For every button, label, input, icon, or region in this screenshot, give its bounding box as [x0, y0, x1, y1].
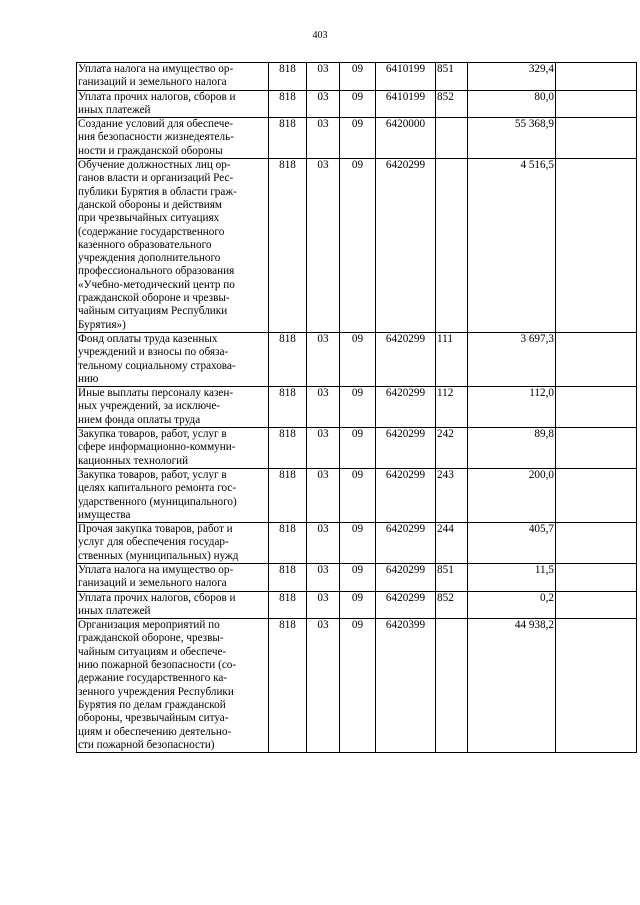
expense-type-code-cell: 852	[436, 591, 468, 619]
row-name-cell: Обучение должностных лиц ор- ганов власти и организаций Рес- публики Бурятия в области граж- данской обороны и действиям при чрезвычайных ситуациях (содержание государственного казенного образовательного учреждения дополнительного профессионального образования «Учебно-методический центр по гражданской обороне и чрезвы- чайным ситуациям Республики Бурятия»)	[77, 159, 269, 333]
budget-table	[76, 62, 637, 753]
expense-type-code-cell: 851	[436, 563, 468, 591]
empty-cell	[556, 90, 637, 118]
amount-cell: 3 697,3	[468, 332, 556, 386]
expense-type-code-cell: 243	[436, 468, 468, 522]
empty-cell	[556, 428, 637, 469]
table-row	[77, 563, 637, 591]
row-name-cell: Закупка товаров, работ, услуг в сфере информационно-коммуни- кационных технологий	[77, 428, 269, 469]
expense-type-code-cell: 112	[436, 387, 468, 428]
amount-cell: 329,4	[468, 63, 556, 91]
subsection-code-cell: 09	[340, 523, 376, 564]
expense-type-code-cell	[436, 159, 468, 333]
target-item-code-cell: 6420299	[376, 591, 436, 619]
target-item-code-cell: 6420399	[376, 619, 436, 753]
empty-cell	[556, 468, 637, 522]
empty-cell	[556, 563, 637, 591]
subsection-code-cell: 09	[340, 387, 376, 428]
table-row	[77, 63, 637, 91]
empty-cell	[556, 387, 637, 428]
expense-type-code-cell: 111	[436, 332, 468, 386]
section-code-cell: 03	[307, 63, 340, 91]
budget-table-body	[77, 63, 637, 753]
page-number: 403	[312, 30, 328, 41]
ministry-code-cell: 818	[269, 619, 307, 753]
row-name-cell: Уплата прочих налогов, сборов и иных платежей	[77, 90, 269, 118]
empty-cell	[556, 118, 637, 159]
amount-cell: 4 516,5	[468, 159, 556, 333]
expense-type-code-cell: 242	[436, 428, 468, 469]
subsection-code-cell: 09	[340, 332, 376, 386]
expense-type-code-cell: 851	[436, 63, 468, 91]
section-code-cell: 03	[307, 90, 340, 118]
row-name-cell: Иные выплаты персоналу казен- ных учреждений, за исключе- нием фонда оплаты труда	[77, 387, 269, 428]
amount-cell: 112,0	[468, 387, 556, 428]
amount-cell: 200,0	[468, 468, 556, 522]
subsection-code-cell: 09	[340, 90, 376, 118]
subsection-code-cell: 09	[340, 428, 376, 469]
target-item-code-cell: 6420299	[376, 387, 436, 428]
ministry-code-cell: 818	[269, 118, 307, 159]
expense-type-code-cell: 244	[436, 523, 468, 564]
table-row	[77, 118, 637, 159]
expense-type-code-cell	[436, 118, 468, 159]
subsection-code-cell: 09	[340, 468, 376, 522]
amount-cell: 89,8	[468, 428, 556, 469]
target-item-code-cell: 6410199	[376, 63, 436, 91]
empty-cell	[556, 159, 637, 333]
expense-type-code-cell	[436, 619, 468, 753]
target-item-code-cell: 6410199	[376, 90, 436, 118]
table-row	[77, 159, 637, 333]
table-row	[77, 90, 637, 118]
section-code-cell: 03	[307, 619, 340, 753]
amount-cell: 44 938,2	[468, 619, 556, 753]
table-row	[77, 591, 637, 619]
ministry-code-cell: 818	[269, 332, 307, 386]
expense-type-code-cell: 852	[436, 90, 468, 118]
target-item-code-cell: 6420299	[376, 159, 436, 333]
amount-cell: 80,0	[468, 90, 556, 118]
ministry-code-cell: 818	[269, 468, 307, 522]
row-name-cell: Закупка товаров, работ, услуг в целях капитального ремонта гос- ударственного (муниципального) имущества	[77, 468, 269, 522]
target-item-code-cell: 6420299	[376, 332, 436, 386]
table-row	[77, 619, 637, 753]
section-code-cell: 03	[307, 468, 340, 522]
table-row	[77, 523, 637, 564]
section-code-cell: 03	[307, 591, 340, 619]
ministry-code-cell: 818	[269, 90, 307, 118]
table-row	[77, 428, 637, 469]
subsection-code-cell: 09	[340, 619, 376, 753]
table-row	[77, 387, 637, 428]
target-item-code-cell: 6420299	[376, 523, 436, 564]
empty-cell	[556, 591, 637, 619]
empty-cell	[556, 619, 637, 753]
target-item-code-cell: 6420299	[376, 563, 436, 591]
row-name-cell: Организация мероприятий по гражданской обороне, чрезвы- чайным ситуациям и обеспече- нию пожарной безопасности (со- держание государственного ка- зенного учреждения Республики Бурятия по делам гражданской обороны, чрезвычайным ситуа- циям и обеспечению деятельно- сти пожарной безопасности)	[77, 619, 269, 753]
table-row	[77, 332, 637, 386]
section-code-cell: 03	[307, 563, 340, 591]
section-code-cell: 03	[307, 332, 340, 386]
ministry-code-cell: 818	[269, 63, 307, 91]
row-name-cell: Уплата налога на имущество ор- ганизаций и земельного налога	[77, 63, 269, 91]
row-name-cell: Уплата налога на имущество ор- ганизаций и земельного налога	[77, 563, 269, 591]
ministry-code-cell: 818	[269, 428, 307, 469]
amount-cell: 405,7	[468, 523, 556, 564]
ministry-code-cell: 818	[269, 563, 307, 591]
table-row	[77, 468, 637, 522]
empty-cell	[556, 332, 637, 386]
ministry-code-cell: 818	[269, 523, 307, 564]
ministry-code-cell: 818	[269, 387, 307, 428]
empty-cell	[556, 523, 637, 564]
ministry-code-cell: 818	[269, 159, 307, 333]
row-name-cell: Фонд оплаты труда казенных учреждений и взносы по обяза- тельному социальному страхова- нию	[77, 332, 269, 386]
amount-cell: 0,2	[468, 591, 556, 619]
row-name-cell: Уплата прочих налогов, сборов и иных платежей	[77, 591, 269, 619]
subsection-code-cell: 09	[340, 563, 376, 591]
subsection-code-cell: 09	[340, 591, 376, 619]
subsection-code-cell: 09	[340, 118, 376, 159]
subsection-code-cell: 09	[340, 63, 376, 91]
target-item-code-cell: 6420299	[376, 428, 436, 469]
empty-cell	[556, 63, 637, 91]
section-code-cell: 03	[307, 523, 340, 564]
section-code-cell: 03	[307, 118, 340, 159]
section-code-cell: 03	[307, 387, 340, 428]
target-item-code-cell: 6420000	[376, 118, 436, 159]
target-item-code-cell: 6420299	[376, 468, 436, 522]
ministry-code-cell: 818	[269, 591, 307, 619]
section-code-cell: 03	[307, 428, 340, 469]
subsection-code-cell: 09	[340, 159, 376, 333]
row-name-cell: Создание условий для обеспече- ния безопасности жизнедеятель- ности и гражданской обороны	[77, 118, 269, 159]
section-code-cell: 03	[307, 159, 340, 333]
amount-cell: 55 368,9	[468, 118, 556, 159]
amount-cell: 11,5	[468, 563, 556, 591]
row-name-cell: Прочая закупка товаров, работ и услуг для обеспечения государ- ственных (муниципальных) нужд	[77, 523, 269, 564]
